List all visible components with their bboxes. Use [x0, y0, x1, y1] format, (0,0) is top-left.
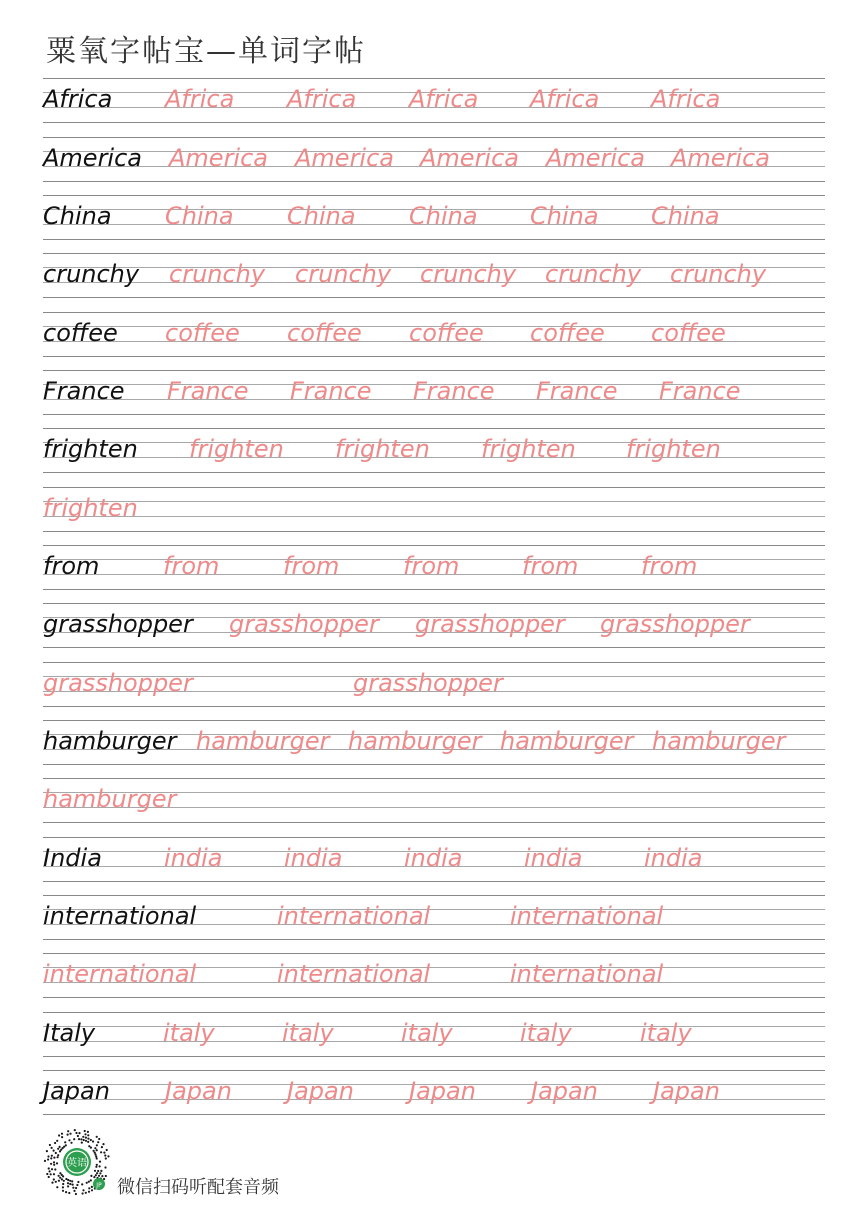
qr-dot	[82, 1136, 84, 1138]
qr-dot	[81, 1183, 83, 1185]
qr-dot	[73, 1138, 75, 1140]
trace-word: italy	[163, 1019, 215, 1047]
trace-word: crunchy	[169, 260, 266, 288]
trace-word: coffee	[165, 319, 240, 347]
trace-word: America	[295, 144, 394, 172]
trace-word: grasshopper	[353, 669, 503, 697]
qr-dot	[57, 1154, 59, 1156]
qr-dot	[58, 1180, 60, 1182]
trace-word: crunchy	[545, 260, 642, 288]
guide-line	[43, 1070, 825, 1071]
trace-word: Africa	[409, 85, 479, 113]
practice-row	[43, 428, 825, 486]
trace-word: india	[284, 844, 343, 872]
trace-word: France	[413, 377, 495, 405]
trace-word: crunchy	[295, 260, 392, 288]
practice-row	[43, 312, 825, 370]
qr-dot	[99, 1165, 101, 1167]
qr-dot	[69, 1180, 71, 1182]
qr-dot	[67, 1182, 69, 1184]
practice-row	[43, 837, 825, 895]
guide-line	[43, 428, 825, 429]
guide-line	[43, 137, 825, 138]
badge-small-label: JP	[96, 1182, 102, 1189]
qr-dot	[53, 1178, 55, 1180]
qr-code-icon[interactable]	[42, 1127, 112, 1197]
guide-line	[43, 487, 825, 488]
practice-row	[43, 778, 825, 836]
qr-dot	[67, 1185, 69, 1187]
model-word: hamburger	[43, 727, 177, 755]
qr-code-graphic	[42, 1127, 112, 1197]
qr-dot	[77, 1181, 79, 1183]
trace-word: France	[659, 377, 741, 405]
trace-word: from	[641, 552, 698, 580]
qr-dot	[97, 1170, 99, 1172]
audio-footer	[42, 1127, 342, 1202]
qr-dot	[51, 1147, 53, 1149]
trace-word: coffee	[409, 319, 484, 347]
guide-line	[43, 1012, 825, 1013]
model-word: America	[43, 144, 142, 172]
qr-dot	[106, 1149, 108, 1151]
qr-dot	[87, 1134, 89, 1136]
model-word: grasshopper	[43, 610, 193, 638]
qr-dot	[53, 1164, 55, 1166]
trace-word: international	[43, 960, 197, 988]
trace-word: Africa	[651, 85, 721, 113]
trace-word: international	[277, 960, 431, 988]
qr-dot	[48, 1167, 50, 1169]
qr-dot	[63, 1180, 65, 1182]
practice-row	[43, 662, 825, 720]
qr-dot	[59, 1177, 61, 1179]
guide-line	[43, 764, 825, 765]
qr-dot	[88, 1191, 90, 1193]
qr-dot	[90, 1147, 92, 1149]
qr-dot	[70, 1142, 72, 1144]
qr-dot	[57, 1148, 59, 1150]
guide-line	[43, 516, 825, 517]
trace-word: Japan	[653, 1077, 720, 1105]
trace-word: Africa	[165, 85, 235, 113]
practice-row	[43, 370, 825, 428]
qr-dot	[61, 1136, 63, 1138]
qr-dot	[72, 1184, 74, 1186]
model-word: India	[43, 844, 102, 872]
trace-word: China	[651, 202, 720, 230]
trace-word: Japan	[531, 1077, 598, 1105]
qr-dot	[94, 1153, 96, 1155]
trace-word: frighten	[335, 435, 430, 463]
trace-word: hamburger	[196, 727, 330, 755]
qr-dot	[94, 1152, 96, 1154]
guide-line	[43, 939, 825, 940]
model-word: crunchy	[43, 260, 140, 288]
qr-dot	[71, 1180, 73, 1182]
qr-dot	[83, 1139, 85, 1141]
qr-dot	[98, 1138, 100, 1140]
model-word: Africa	[43, 85, 113, 113]
trace-word: China	[287, 202, 356, 230]
qr-dot	[49, 1144, 51, 1146]
qr-dot	[84, 1130, 86, 1132]
qr-dot	[104, 1154, 106, 1156]
guide-line	[43, 720, 825, 721]
qr-dot	[104, 1166, 106, 1168]
qr-dot	[101, 1146, 103, 1148]
qr-dot	[59, 1146, 61, 1148]
qr-dot	[96, 1172, 98, 1174]
guide-line	[43, 895, 825, 896]
guide-line	[43, 297, 825, 298]
trace-word: india	[644, 844, 703, 872]
qr-dot	[103, 1178, 105, 1180]
trace-word: india	[164, 844, 223, 872]
guide-line	[43, 1114, 825, 1115]
qr-dot	[65, 1191, 67, 1193]
qr-dot	[46, 1150, 48, 1152]
qr-dot	[96, 1144, 98, 1146]
qr-dot	[91, 1186, 93, 1188]
qr-dot	[53, 1161, 55, 1163]
qr-dot	[72, 1187, 74, 1189]
practice-row	[43, 195, 825, 253]
trace-word: China	[165, 202, 234, 230]
qr-dot	[100, 1151, 102, 1153]
qr-dot	[93, 1176, 95, 1178]
qr-dot	[77, 1135, 79, 1137]
qr-dot	[47, 1158, 49, 1160]
trace-word: hamburger	[43, 785, 177, 813]
guide-line	[43, 706, 825, 707]
trace-word: America	[169, 144, 268, 172]
guide-line	[43, 531, 825, 532]
model-word: coffee	[43, 319, 118, 347]
qr-dot	[88, 1187, 90, 1189]
qr-dot	[51, 1182, 53, 1184]
trace-word: from	[163, 552, 220, 580]
trace-word: from	[522, 552, 579, 580]
trace-word: hamburger	[348, 727, 482, 755]
practice-row	[43, 720, 825, 778]
qr-dot	[88, 1181, 90, 1183]
guide-line	[43, 778, 825, 779]
practice-row	[43, 953, 825, 1011]
trace-word: italy	[401, 1019, 453, 1047]
scan-instruction: 微信扫码听配套音频	[117, 1177, 279, 1198]
practice-row	[43, 137, 825, 195]
qr-dot	[78, 1132, 80, 1134]
trace-word: frighten	[43, 494, 138, 522]
qr-dot	[55, 1152, 57, 1154]
qr-dot	[99, 1161, 101, 1163]
trace-word: international	[510, 960, 664, 988]
model-word: France	[43, 377, 125, 405]
qr-dot	[75, 1132, 77, 1134]
model-word: international	[43, 902, 197, 930]
qr-dot	[96, 1149, 98, 1151]
guide-line	[43, 414, 825, 415]
practice-row	[43, 1012, 825, 1070]
trace-word: Africa	[287, 85, 357, 113]
guide-line	[43, 603, 825, 604]
guide-line	[43, 356, 825, 357]
trace-word: italy	[282, 1019, 334, 1047]
qr-dot	[62, 1183, 64, 1185]
qr-dot	[96, 1136, 98, 1138]
model-word: China	[43, 202, 112, 230]
practice-row	[43, 603, 825, 661]
qr-dot	[96, 1164, 98, 1166]
qr-dot	[50, 1157, 52, 1159]
qr-dot	[65, 1144, 67, 1146]
guide-line	[43, 662, 825, 663]
trace-word: india	[404, 844, 463, 872]
practice-row	[43, 1070, 825, 1128]
qr-dot	[50, 1163, 52, 1165]
qr-dot	[62, 1175, 64, 1177]
qr-dot	[95, 1174, 97, 1176]
guide-line	[43, 312, 825, 313]
qr-dot	[85, 1137, 87, 1139]
trace-word: italy	[520, 1019, 572, 1047]
guide-line	[43, 122, 825, 123]
qr-dot	[92, 1140, 94, 1142]
qr-dot	[68, 1139, 70, 1141]
page-title: 粟氧字帖宝—单词字帖	[46, 34, 366, 69]
trace-word: France	[290, 377, 372, 405]
qr-dot	[90, 1179, 92, 1181]
qr-dot	[61, 1133, 63, 1135]
qr-dot	[96, 1157, 98, 1159]
qr-dot	[56, 1162, 58, 1164]
guide-line	[43, 1056, 825, 1057]
qr-dot	[82, 1189, 84, 1191]
qr-dot	[75, 1193, 77, 1195]
model-word: frighten	[43, 435, 138, 463]
guide-line	[43, 997, 825, 998]
trace-word: hamburger	[652, 727, 786, 755]
qr-dot	[90, 1139, 92, 1141]
guide-line	[43, 881, 825, 882]
qr-dot	[57, 1156, 59, 1158]
guide-line	[43, 837, 825, 838]
trace-word: France	[536, 377, 618, 405]
qr-dot	[85, 1192, 87, 1194]
qr-dot	[87, 1131, 89, 1133]
guide-line	[43, 253, 825, 254]
qr-dot	[103, 1152, 105, 1154]
qr-dot	[46, 1173, 48, 1175]
badge-label: 英语	[67, 1158, 87, 1169]
trace-word: crunchy	[420, 260, 517, 288]
qr-dot	[78, 1138, 80, 1140]
trace-word: hamburger	[500, 727, 634, 755]
qr-dot	[62, 1190, 64, 1192]
qr-dot	[100, 1170, 102, 1172]
trace-word: india	[524, 844, 583, 872]
qr-dot	[62, 1186, 64, 1188]
qr-dot	[48, 1176, 50, 1178]
qr-dot	[85, 1140, 87, 1142]
trace-word: from	[283, 552, 340, 580]
trace-word: from	[403, 552, 460, 580]
qr-dot	[80, 1138, 82, 1140]
qr-dot	[55, 1181, 57, 1183]
practice-row	[43, 545, 825, 603]
qr-dot	[74, 1129, 76, 1131]
qr-dot	[51, 1168, 53, 1170]
qr-dot	[75, 1187, 77, 1189]
qr-dot	[50, 1173, 52, 1175]
qr-dot	[58, 1175, 60, 1177]
qr-dot	[53, 1150, 55, 1152]
trace-word: frighten	[189, 435, 284, 463]
trace-word: Japan	[409, 1077, 476, 1105]
qr-dot	[68, 1192, 70, 1194]
trace-word: France	[167, 377, 249, 405]
guide-line	[43, 239, 825, 240]
qr-dot	[58, 1134, 60, 1136]
qr-dot	[98, 1175, 100, 1177]
qr-dot	[105, 1157, 107, 1159]
qr-dot	[56, 1140, 58, 1142]
trace-word: grasshopper	[415, 610, 565, 638]
guide-line	[43, 195, 825, 196]
model-word: from	[43, 552, 100, 580]
guide-line	[43, 472, 825, 473]
trace-word: Japan	[287, 1077, 354, 1105]
trace-word: America	[546, 144, 645, 172]
guide-line	[43, 181, 825, 182]
trace-word: grasshopper	[600, 610, 750, 638]
qr-dot	[81, 1142, 83, 1144]
model-word: Italy	[43, 1019, 96, 1047]
qr-dot	[82, 1192, 84, 1194]
qr-dot	[87, 1141, 89, 1143]
trace-word: America	[671, 144, 770, 172]
qr-dot	[44, 1160, 46, 1162]
trace-word: coffee	[287, 319, 362, 347]
model-word: Japan	[43, 1077, 110, 1105]
trace-word: frighten	[481, 435, 576, 463]
qr-dot	[47, 1155, 49, 1157]
qr-dot	[97, 1141, 99, 1143]
trace-word: coffee	[530, 319, 605, 347]
qr-dot	[64, 1141, 66, 1143]
trace-word: China	[530, 202, 599, 230]
trace-word: crunchy	[670, 260, 767, 288]
trace-word: grasshopper	[43, 669, 193, 697]
guide-line	[43, 501, 825, 502]
qr-dot	[69, 1133, 71, 1135]
qr-dot	[105, 1175, 107, 1177]
guide-line	[43, 953, 825, 954]
trace-word: Africa	[530, 85, 600, 113]
qr-dot	[91, 1189, 93, 1191]
qr-dot	[53, 1173, 55, 1175]
trace-word: frighten	[626, 435, 721, 463]
qr-dot	[61, 1178, 63, 1180]
qr-dot	[102, 1143, 104, 1145]
practice-row	[43, 487, 825, 545]
qr-dot	[69, 1183, 71, 1185]
qr-dot	[59, 1172, 61, 1174]
qr-dot	[107, 1155, 109, 1157]
qr-dot	[95, 1166, 97, 1168]
qr-dot	[101, 1175, 103, 1177]
qr-dot	[84, 1133, 86, 1135]
trace-word: China	[409, 202, 478, 230]
qr-dot	[76, 1184, 78, 1186]
practice-row	[43, 253, 825, 311]
qr-dot	[54, 1142, 56, 1144]
qr-dot	[94, 1147, 96, 1149]
practice-row	[43, 895, 825, 953]
qr-dot	[87, 1138, 89, 1140]
trace-word: grasshopper	[229, 610, 379, 638]
trace-word: America	[420, 144, 519, 172]
guide-line	[43, 822, 825, 823]
qr-dot	[49, 1170, 51, 1172]
qr-dot	[67, 1130, 69, 1132]
practice-row	[43, 78, 825, 136]
qr-dot	[94, 1170, 96, 1172]
qr-dot	[56, 1186, 58, 1188]
guide-line	[43, 589, 825, 590]
guide-line	[43, 545, 825, 546]
trace-word: coffee	[651, 319, 726, 347]
trace-word: international	[277, 902, 431, 930]
trace-word: Japan	[165, 1077, 232, 1105]
guide-line	[43, 370, 825, 371]
qr-dot	[90, 1175, 92, 1177]
qr-dot	[99, 1172, 101, 1174]
trace-word: italy	[640, 1019, 692, 1047]
qr-dot	[54, 1168, 56, 1170]
qr-dot	[65, 1178, 67, 1180]
qr-dot	[51, 1155, 53, 1157]
qr-dot	[95, 1155, 97, 1157]
qr-dot	[73, 1190, 75, 1192]
qr-dot	[53, 1157, 55, 1159]
guide-line	[43, 78, 825, 79]
trace-word: international	[510, 902, 664, 930]
guide-line	[43, 647, 825, 648]
qr-dot	[67, 1134, 69, 1136]
qr-dot	[86, 1182, 88, 1184]
